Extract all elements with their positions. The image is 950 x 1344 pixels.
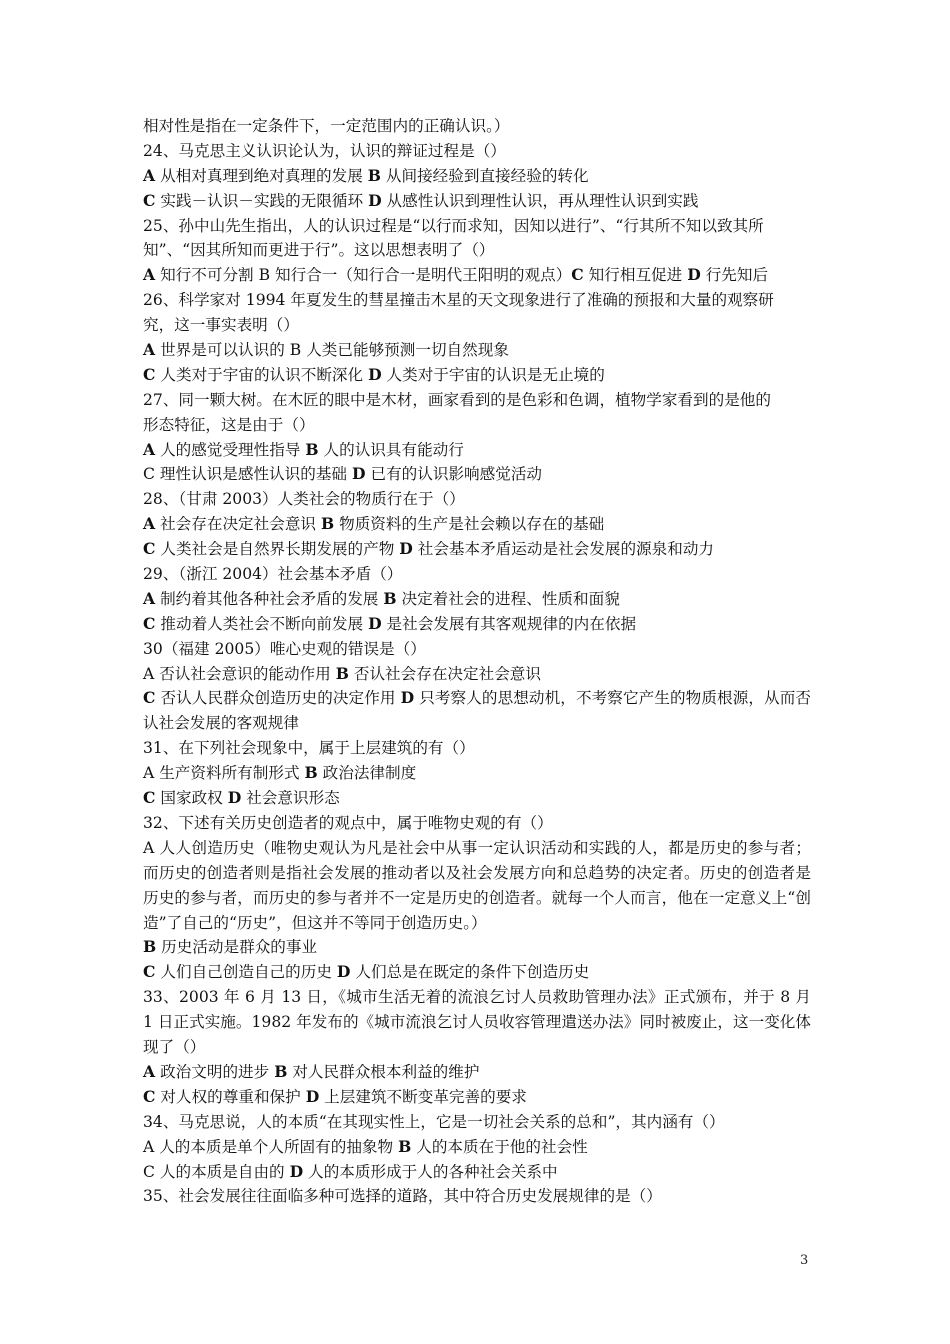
text-line: 知”、“因其所知而更进于行”。这以思想表明了（） (143, 241, 495, 260)
text-run: 是社会发展有其客观规律的内在依据 (381, 614, 637, 633)
option-letter: B (305, 439, 319, 459)
text-run: 从相对真理到绝对真理的发展 (155, 166, 368, 185)
option-letter: C (143, 613, 156, 633)
option-letter: D (289, 1161, 304, 1181)
text-run: 国家政权 (155, 789, 228, 808)
text-line (143, 761, 811, 786)
option-letter: A (143, 588, 156, 608)
text-line (143, 786, 811, 811)
text-line (143, 363, 811, 388)
text-run: 人的本质形成于人的各种社会关系中 (303, 1162, 558, 1181)
option-letter: A (143, 1061, 156, 1081)
text-line (143, 164, 811, 189)
text-line: 相对性是指在一定条件下，一定范围内的正确认识。） (143, 117, 510, 135)
paragraph: A 人人创造历史（唯物史观认为凡是社会中从事一定认识活动和实践的人，都是历史的参与者；而历史的创造者则是指社会发展的推动者以及社会发展方向和总趋势的决定者。历史的创造者是历史的参与者，而历史的参与者并不一定是历史的创造者。就每一个人而言，他在一定意义上“创造”了自己的“历史”，但这并不等同于创造历史。） (143, 838, 811, 932)
text-run: C 人的本质是自由的 (143, 1162, 290, 1181)
text-line (143, 587, 811, 612)
option-letter: B (274, 1061, 288, 1081)
text-run: 从感性认识到理性认识，再从理性认识到实践 (381, 191, 699, 210)
text-run: 人的感觉受理性指导 (155, 440, 306, 459)
text-run: 否认社会存在决定社会意识 (348, 664, 541, 683)
option-letter: C (143, 364, 156, 384)
option-letter: C (143, 788, 156, 808)
option-letter: D (305, 1086, 320, 1106)
text-line (143, 537, 811, 562)
text-line: 30（福建 2005）唯心史观的错误是（） (143, 639, 426, 658)
text-line (143, 960, 811, 985)
text-run: 已有的认识影响感觉活动 (365, 465, 543, 484)
text-run: 人的本质在于他的社会性 (411, 1137, 588, 1156)
text-line (143, 1160, 811, 1185)
text-line: 24、马克思主义认识论认为，认识的辩证过程是（） (143, 141, 506, 160)
option-letter: B (398, 1136, 412, 1156)
text-line: 26、科学家对 1994 年夏发生的彗星撞击木星的天文现象进行了准确的预报和大量的观察研 (143, 291, 774, 310)
text-run: 人的认识具有能动行 (318, 440, 464, 459)
text-line: 究，这一事实表明（） (143, 316, 299, 335)
text-line (143, 612, 811, 637)
question-block (143, 935, 811, 985)
option-letter: C (143, 962, 156, 982)
text-run: 只考察人的思想动机，不考察它产生的物质根源，从而否认社会发展的客观规律 (143, 689, 811, 733)
text-run: 推动着人类社会不断向前发展 (155, 614, 369, 633)
option-letter: C (571, 265, 584, 285)
text-run: 决定着社会的进程、性质和面貌 (396, 589, 620, 608)
option-letter: D (368, 613, 382, 633)
text-line: 31、在下列社会现象中，属于上层建筑的有（） (143, 739, 475, 758)
option-letter: B (383, 588, 397, 608)
text-line (143, 1060, 811, 1085)
text-run: 从间接经验到直接经验的转化 (380, 166, 589, 185)
text-run: 实践－认识－实践的无限循环 (155, 191, 369, 210)
text-run: A 生产资料所有制形式 (143, 764, 305, 783)
text-run: 人类对于宇宙的认识是无止境的 (381, 365, 605, 384)
text-run: 社会基本矛盾运动是社会发展的源泉和动力 (412, 540, 715, 559)
option-letter: A (143, 439, 156, 459)
text-line (143, 263, 811, 288)
text-run: 社会意识形态 (241, 789, 340, 808)
text-run: 政治文明的进步 (155, 1062, 275, 1081)
text-line: 形态特征，这是由于（） (143, 415, 315, 434)
text-run: 对人权的尊重和保护 (155, 1087, 306, 1106)
text-run: 知行不可分割 B 知行合一（知行合一是明代王阳明的观点） (155, 266, 572, 285)
option-letter: C (143, 539, 156, 559)
option-letter: A (143, 265, 156, 285)
paragraph (143, 686, 811, 736)
option-letter: B (143, 937, 157, 957)
text-run: 历史活动是群众的事业 (156, 938, 318, 957)
text-run: A 人的本质是单个人所固有的抽象物 (143, 1137, 399, 1156)
text-line: 34、马克思说，人的本质“在其现实性上，它是一切社会关系的总和”，其内涵有（） (143, 1112, 725, 1131)
option-letter: D (368, 190, 382, 210)
text-run: 制约着其他各种社会矛盾的发展 (155, 589, 384, 608)
option-letter: B (367, 165, 381, 185)
text-line (143, 438, 811, 463)
option-letter: A (143, 165, 156, 185)
option-letter: D (351, 464, 366, 484)
text-line (143, 462, 811, 487)
option-letter: D (687, 265, 701, 285)
text-line: 35、社会发展往往面临多种可选择的道路，其中符合历史发展规律的是（） (143, 1187, 662, 1206)
option-letter: D (399, 539, 413, 559)
text-line (143, 512, 811, 537)
text-line: 32、下述有关历史创造者的观点中，属于唯物史观的有（） (143, 813, 553, 832)
question-block (143, 114, 811, 686)
text-line (143, 189, 811, 214)
text-line (143, 935, 811, 960)
option-letter: C (143, 190, 156, 210)
option-letter: B (304, 763, 318, 783)
text-run: 人类社会是自然界长期发展的产物 (155, 540, 400, 559)
option-letter: D (368, 364, 382, 384)
option-letter: B (320, 514, 335, 534)
option-letter: A (143, 514, 156, 534)
text-line (143, 662, 811, 687)
text-run: 世界是可以认识的 B 人类已能够预测一切自然现象 (155, 341, 509, 360)
text-line: 25、孙中山先生指出，人的认识过程是“以行而求知，因知以进行”、“行其所不知以致其所 (143, 216, 764, 235)
option-letter: D (400, 688, 415, 708)
question-block (143, 1060, 811, 1209)
text-run: 物质资料的生产是社会赖以存在的基础 (334, 515, 605, 534)
text-run: A 否认社会意识的能动作用 (143, 664, 336, 683)
paragraph: 33、2003 年 6 月 13 日，《城市生活无着的流浪乞讨人员救助管理办法》正式颁布，并于 8 月 1 日正式实施。1982 年发布的《城市流浪乞讨人员收容管理遣送办法》同时被废止，这一变化体现了（） (143, 988, 811, 1057)
page-number: 3 (800, 1253, 809, 1268)
text-line (143, 1085, 811, 1110)
option-letter: C (143, 688, 156, 708)
question-block (143, 736, 811, 836)
text-line (143, 1135, 811, 1160)
text-run: 否认人民群众创造历史的决定作用 (155, 689, 401, 708)
text-run: 社会存在决定社会意识 (155, 515, 321, 534)
option-letter: B (335, 663, 349, 683)
text-line (143, 338, 811, 363)
option-letter: C (143, 1086, 156, 1106)
text-run: 政治法律制度 (317, 764, 417, 783)
option-letter: D (227, 788, 242, 808)
text-line: 27、同一颗大树。在木匠的眼中是木材，画家看到的是色彩和色调，植物学家看到的是他的 (143, 390, 771, 409)
text-run: 人类对于宇宙的认识不断深化 (155, 365, 369, 384)
text-run: 人们总是在既定的条件下创造历史 (350, 963, 590, 982)
option-letter: D (336, 962, 351, 982)
document-body (143, 114, 811, 1209)
text-run: 行先知后 (700, 266, 769, 285)
text-run: 人们自己创造自己的历史 (155, 963, 337, 982)
text-run: 对人民群众根本利益的维护 (287, 1062, 480, 1081)
text-line: 28、（甘肃 2003）人类社会的物质行在于（） (143, 490, 465, 509)
option-letter: A (143, 340, 156, 360)
text-run: C 理性认识是感性认识的基础 (143, 465, 352, 484)
text-run: 上层建筑不断变革完善的要求 (319, 1087, 527, 1106)
text-line: 29、（浙江 2004）社会基本矛盾（） (143, 565, 403, 584)
text-run: 知行相互促进 (583, 266, 688, 285)
